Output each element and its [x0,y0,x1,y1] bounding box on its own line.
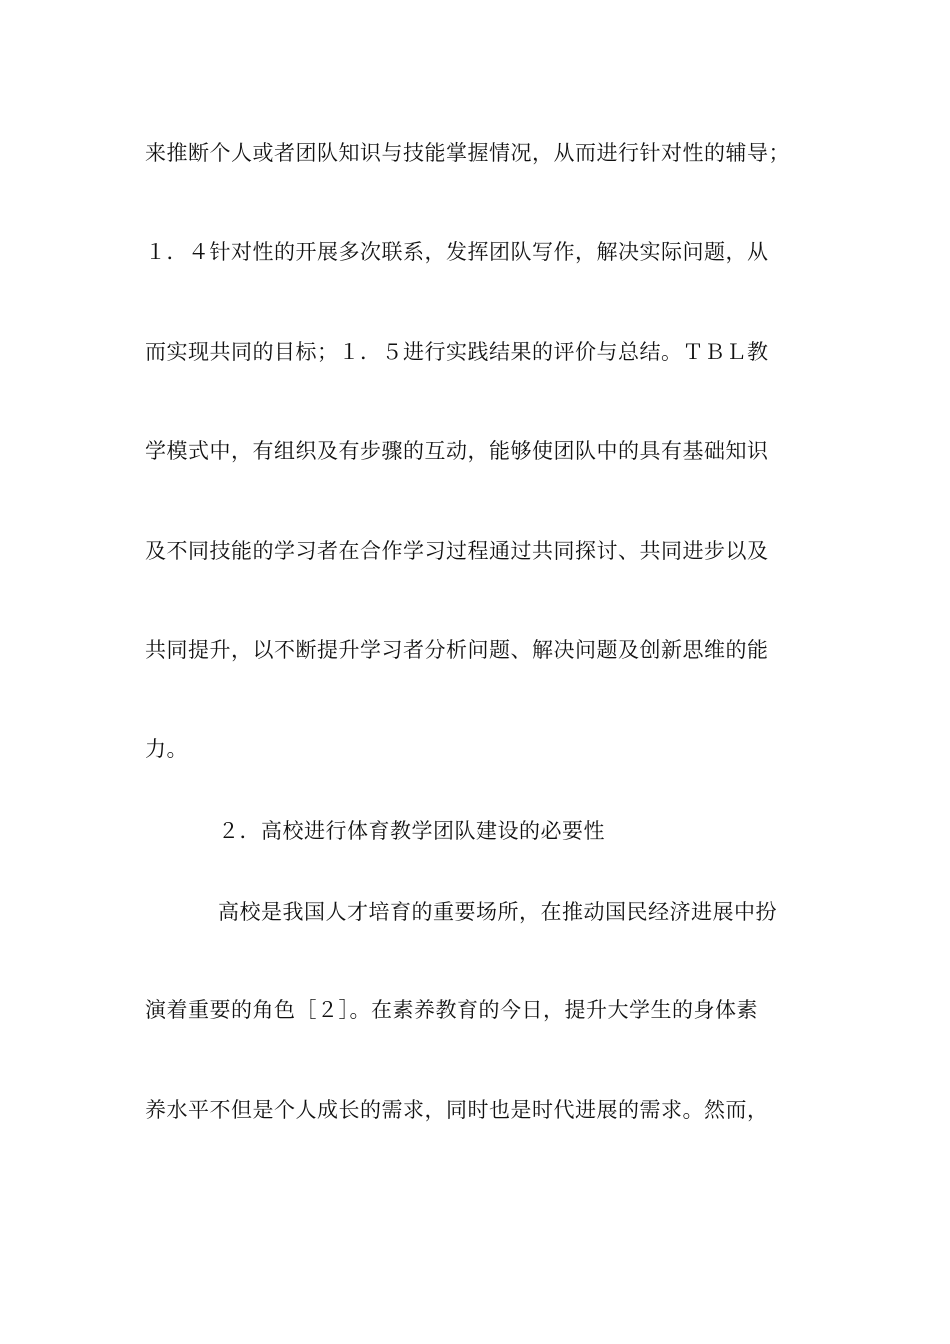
paragraph-line-3: 而实现共同的目标；１．５进行实践结果的评价与总结。ＴＢＬ教 [145,340,769,364]
paragraph-line-9: 演着重要的角色［２］。在素养教育的今日，提升大学生的身体素 [145,998,758,1022]
paragraph-line-5: 及不同技能的学习者在合作学习过程通过共同探讨、共同进步以及 [145,539,769,563]
paragraph-line-7: 力。 [145,737,188,761]
paragraph-line-10: 养水平不但是个人成长的需求，同时也是时代进展的需求。然而， [145,1098,769,1122]
paragraph-line-6: 共同提升，以不断提升学习者分析问题、解决问题及创新思维的能 [145,638,769,662]
paragraph-line-8: 高校是我国人才培育的重要场所，在推动国民经济进展中扮 [218,900,777,924]
section-heading: ２．高校进行体育教学团队建设的必要性 [218,819,605,843]
paragraph-line-2: １．４针对性的开展多次联系，发挥团队写作，解决实际问题，从 [145,240,769,264]
paragraph-line-4: 学模式中，有组织及有步骤的互动，能够使团队中的具有基础知识 [145,439,769,463]
paragraph-line-1: 来推断个人或者团队知识与技能掌握情况，从而进行针对性的辅导； [145,141,790,165]
